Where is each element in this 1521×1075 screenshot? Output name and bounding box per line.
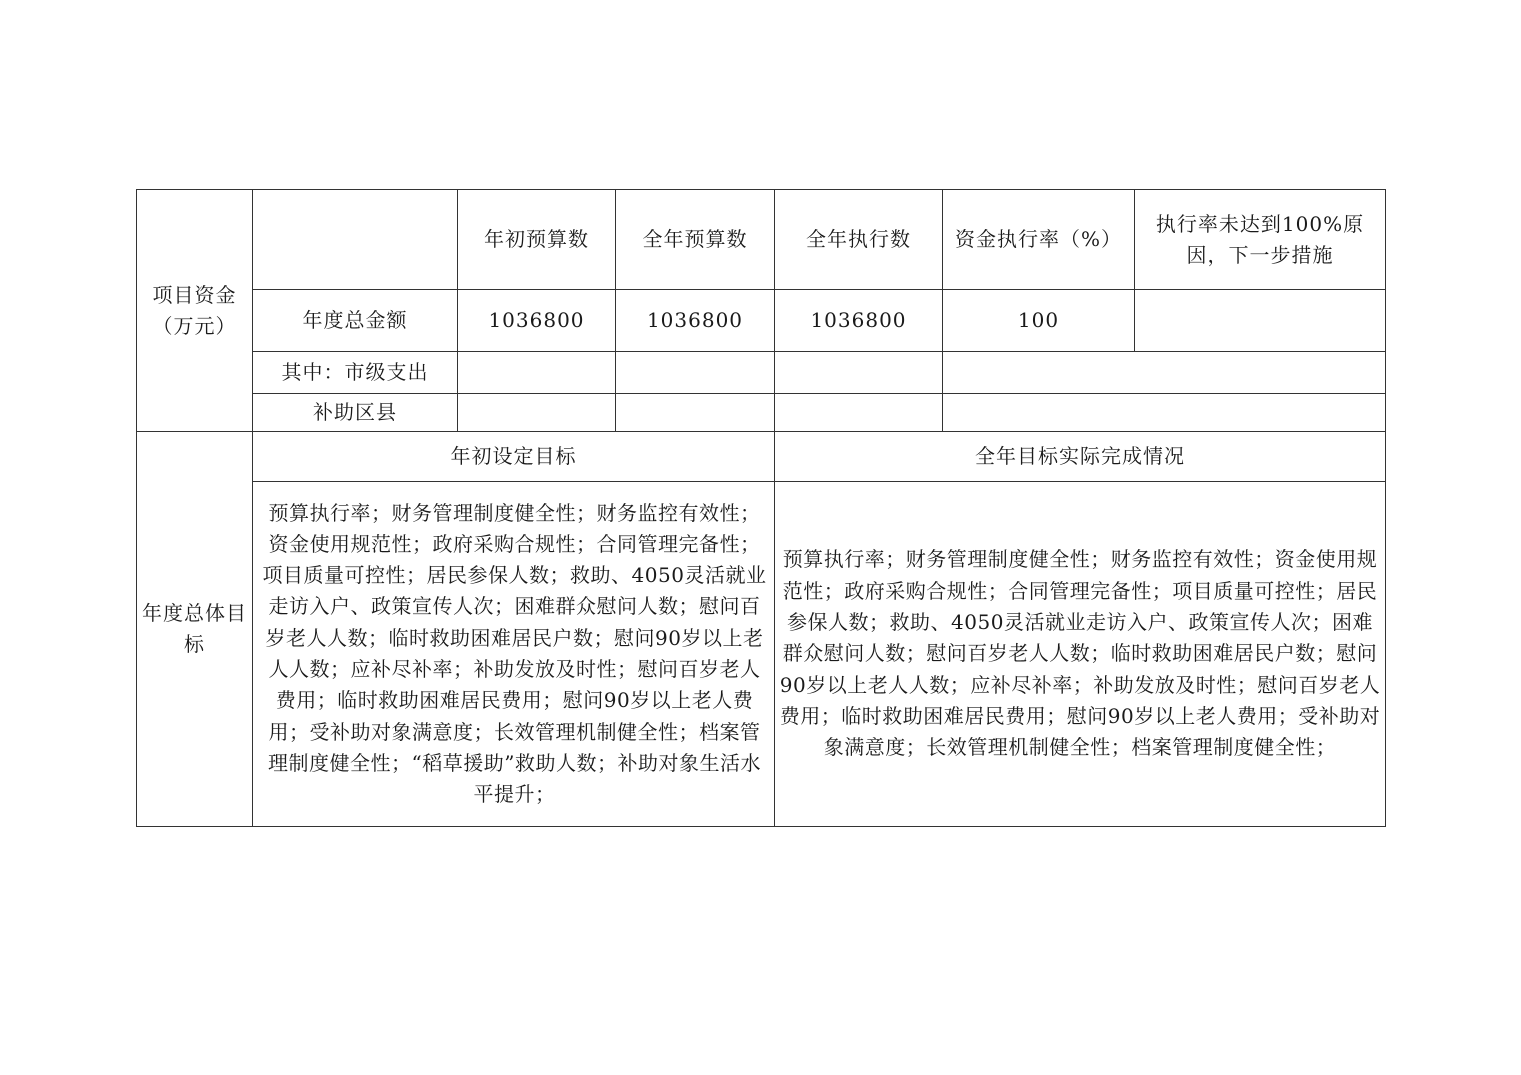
funds-header-blank xyxy=(253,190,458,290)
set-goals-text: 预算执行率；财务管理制度健全性；财务监控有效性；资金使用规范性；政府采购合规性；合同管理完备性；项目质量可控性；居民参保人数；救助、4050灵活就业走访入户、政策宣传人次；困难群众慰问人数；慰问百岁老人人数；临时救助困难居民户数；慰问90岁以上老人人数；应补尽补率；补助发放及时性；慰问百岁老人费用；临时救助困难居民费用；慰问90岁以上老人费用；受补助对象满意度；长效管理机制健全性；档案管理制度健全性；“稻草援助”救助人数；补助对象生活水平提升； xyxy=(253,482,775,827)
county-annual-budget xyxy=(616,394,775,432)
goals-section-label: 年度总体目标 xyxy=(137,432,253,827)
municipal-expense-row xyxy=(137,352,1386,394)
header-initial-budget: 年初预算数 xyxy=(458,190,616,290)
total-amount-label: 年度总金额 xyxy=(253,290,458,352)
county-initial-budget xyxy=(458,394,616,432)
header-reason: 执行率未达到100%原因，下一步措施 xyxy=(1135,190,1386,290)
total-reason xyxy=(1135,290,1386,352)
county-rate-reason xyxy=(943,394,1386,432)
funds-section-label: 项目资金（万元） xyxy=(137,190,253,432)
county-annual-execution xyxy=(775,394,943,432)
total-annual-budget: 1036800 xyxy=(616,290,775,352)
actual-goals-header: 全年目标实际完成情况 xyxy=(775,432,1386,482)
header-annual-execution: 全年执行数 xyxy=(775,190,943,290)
municipal-annual-budget xyxy=(616,352,775,394)
goals-content-row xyxy=(137,482,1386,827)
header-execution-rate: 资金执行率（%） xyxy=(943,190,1135,290)
total-amount-row xyxy=(137,290,1386,352)
county-subsidy-label: 补助区县 xyxy=(253,394,458,432)
funds-header-row xyxy=(137,190,1386,290)
total-execution-rate: 100 xyxy=(943,290,1135,352)
actual-goals-text: 预算执行率；财务管理制度健全性；财务监控有效性；资金使用规范性；政府采购合规性；合同管理完备性；项目质量可控性；居民参保人数；救助、4050灵活就业走访入户、政策宣传人次；困难群众慰问人数；慰问百岁老人人数；临时救助困难居民户数；慰问90岁以上老人人数；应补尽补率；补助发放及时性；慰问百岁老人费用；临时救助困难居民费用；慰问90岁以上老人费用；受补助对象满意度；长效管理机制健全性；档案管理制度健全性； xyxy=(775,482,1386,827)
performance-table xyxy=(136,189,1386,827)
municipal-expense-label: 其中：市级支出 xyxy=(253,352,458,394)
municipal-initial-budget xyxy=(458,352,616,394)
total-annual-execution: 1036800 xyxy=(775,290,943,352)
municipal-annual-execution xyxy=(775,352,943,394)
total-initial-budget: 1036800 xyxy=(458,290,616,352)
county-subsidy-row xyxy=(137,394,1386,432)
set-goals-header: 年初设定目标 xyxy=(253,432,775,482)
municipal-rate-reason xyxy=(943,352,1386,394)
header-annual-budget: 全年预算数 xyxy=(616,190,775,290)
goals-header-row xyxy=(137,432,1386,482)
